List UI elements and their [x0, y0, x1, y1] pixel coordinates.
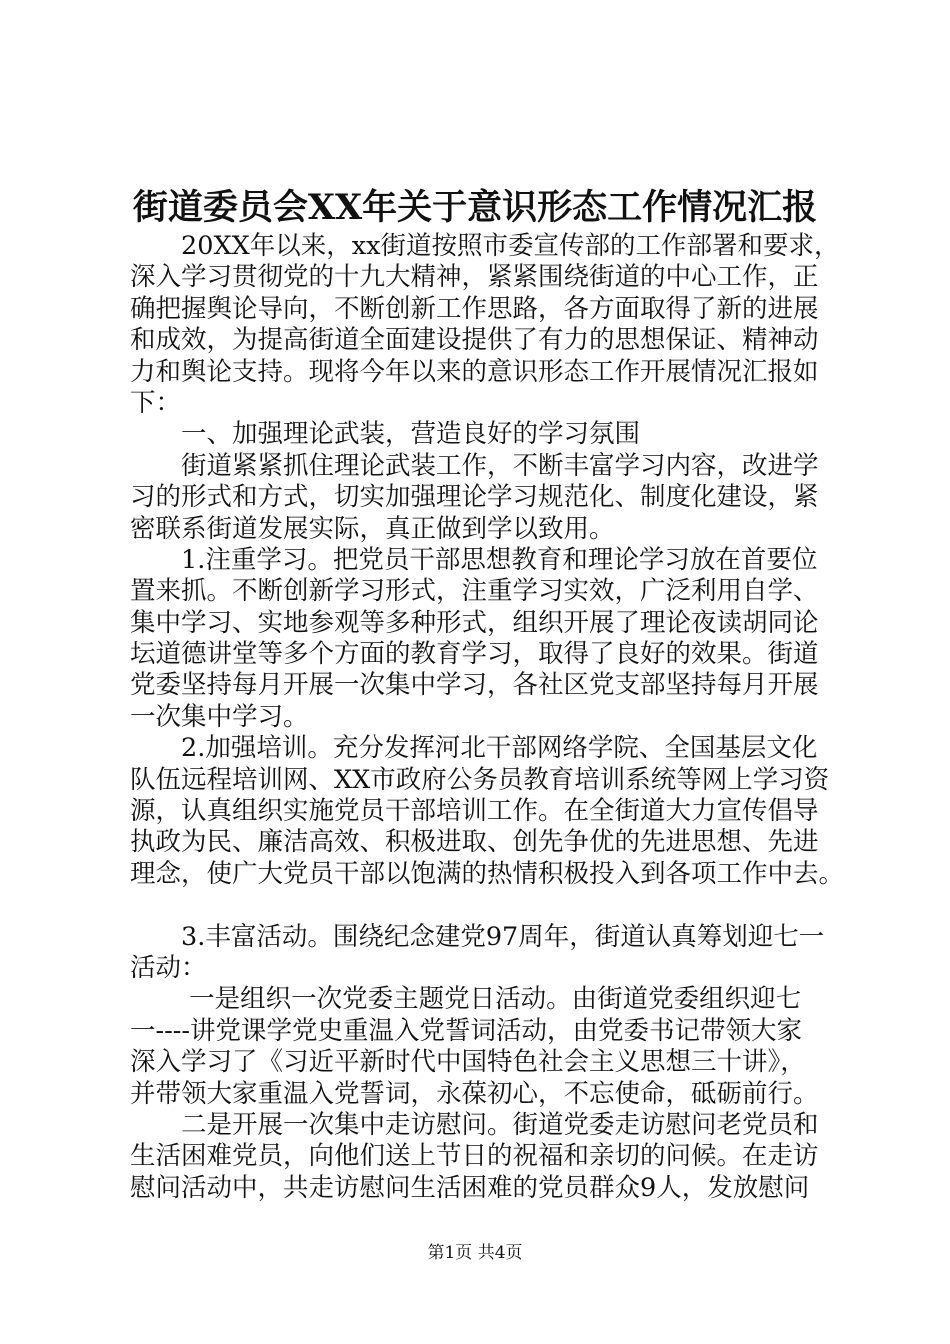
body-line: 和成效，为提高街道全面建设提供了有力的思想保证、精神动: [130, 325, 819, 356]
body-line: 慰问活动中，共走访慰问生活困难的党员群众9人，发放慰问: [130, 1172, 810, 1203]
document-body: [130, 231, 850, 1204]
body-line: 生活困难党员，向他们送上节日的祝福和亲切的问候。在走访: [130, 1141, 819, 1172]
body-line: 执政为民、廉洁高效、积极进取、创先争优的先进思想、先进: [130, 827, 819, 858]
body-line: 深入学习贯彻党的十九大精神，紧紧围绕街道的中心工作，正: [130, 262, 819, 293]
paragraph-gap: [130, 890, 850, 921]
body-line: 源，认真组织实施党员干部培训工作。在全街道大力宣传倡导: [130, 796, 819, 827]
body-line: 1.注重学习。把党员干部思想教育和理论学习放在首要位: [130, 544, 818, 575]
body-line: 3.丰富活动。围绕纪念建党97周年，街道认真筹划迎七一: [130, 921, 825, 952]
body-line: 密联系街道发展实际，真正做到学以致用。: [130, 513, 615, 544]
section-heading: 一、加强理论武装，营造良好的学习氛围: [130, 419, 641, 450]
body-line: 一----讲党课学党史重温入党誓词活动，由党委书记带领大家: [130, 1015, 802, 1046]
body-line: 一次集中学习。: [130, 701, 309, 732]
body-line: 习的形式和方式，切实加强理论学习规范化、制度化建设，紧: [130, 482, 819, 513]
body-line: 党委坚持每月开展一次集中学习，各社区党支部坚持每月开展: [130, 670, 819, 701]
page-number-footer: 第1页 共4页: [427, 1243, 523, 1263]
body-line: 深入学习了《习近平新时代中国特色社会主义思想三十讲》，: [130, 1047, 806, 1078]
body-line: 并带领大家重温入党誓词，永葆初心，不忘使命，砥砺前行。: [130, 1078, 819, 1109]
body-line: 置来抓。不断创新学习形式，注重学习实效，广泛利用自学、: [130, 576, 819, 607]
body-line: 力和舆论支持。现将今年以来的意识形态工作开展情况汇报如: [130, 356, 819, 387]
body-line: 一是组织一次党委主题党日活动。由街道党委组织迎七: [130, 984, 802, 1015]
body-line: 集中学习、实地参观等多种形式，组织开展了理论夜读胡同论: [130, 607, 819, 638]
body-line: 二是开展一次集中走访慰问。街道党委走访慰问老党员和: [130, 1109, 819, 1140]
body-line: 2.加强培训。充分发挥河北干部网络学院、全国基层文化: [130, 733, 818, 764]
body-line: 队伍远程培训网、XX市政府公务员教育培训系统等网上学习资: [130, 764, 830, 795]
body-line: 确把握舆论导向，不断创新工作思路，各方面取得了新的进展: [130, 293, 819, 324]
document-title: 街道委员会XX年关于意识形态工作情况汇报: [132, 187, 818, 228]
body-line: 下：: [130, 387, 182, 418]
body-line: 20XX年以来，xx街道按照市委宣传部的工作部署和要求，: [130, 231, 840, 261]
body-line: 活动：: [130, 952, 207, 983]
body-line: 理念，使广大党员干部以饱满的热情积极投入到各项工作中去。: [130, 858, 845, 889]
body-line: 坛道德讲堂等多个方面的教育学习，取得了良好的效果。街道: [130, 639, 819, 670]
body-line: 街道紧紧抓住理论武装工作，不断丰富学习内容，改进学: [130, 450, 819, 481]
